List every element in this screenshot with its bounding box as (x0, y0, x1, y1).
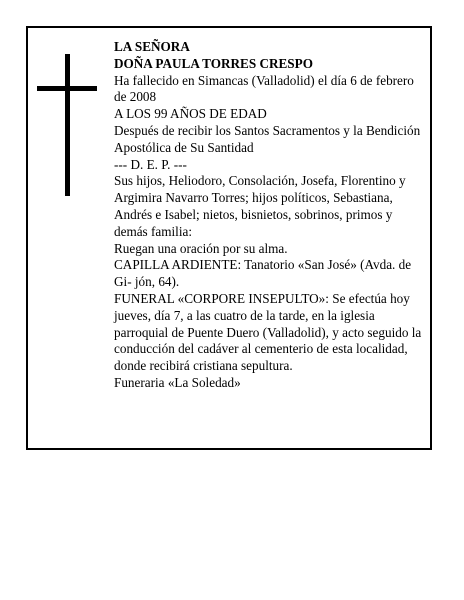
death-statement: Ha fallecido en Simancas (Valladolid) el día 6 de febrero de 2008 (114, 72, 414, 105)
sacraments-line: Después de recibir los Santos Sacramentos y la Bendición Apostólica de Su Santidad (114, 122, 421, 155)
family-line: Sus hijos, Heliodoro, Consolación, Josefa, Florentino y Argimira Navarro Torres; hijos políticos, Sebastiana, Andrés e Isabel; nietos, bisnietos, sobrinos, primos y demás familia: (114, 173, 406, 239)
cross-vertical-bar (65, 54, 70, 196)
cross-icon (37, 54, 97, 196)
chapel-info: CAPILLA ARDIENTE: Tanatorio «San José» (Avda. de Gi- jón, 64). (114, 257, 412, 290)
funeral-info: FUNERAL «CORPORE INSEPULTO»: Se efectúa hoy jueves, día 7, a las cuatro de la tarde, en la iglesia parroquial de Puente Duero (Valladolid), y acto seguido la conducción del cadáver al cementerio de esta localidad, donde recibirá cristiana sepultura. (114, 290, 422, 374)
deceased-title: LA SEÑORA (114, 39, 190, 54)
rip-line: --- D. E. P. --- (114, 156, 187, 172)
deceased-name: DOÑA PAULA TORRES CRESPO (114, 55, 313, 71)
age-line: A LOS 99 AÑOS DE EDAD (114, 106, 267, 122)
obituary-text (114, 39, 428, 392)
prayer-request: Ruegan una oración por su alma. (114, 240, 288, 256)
funeral-home: Funeraria «La Soledad» (114, 374, 241, 390)
cross-horizontal-bar (37, 86, 97, 91)
